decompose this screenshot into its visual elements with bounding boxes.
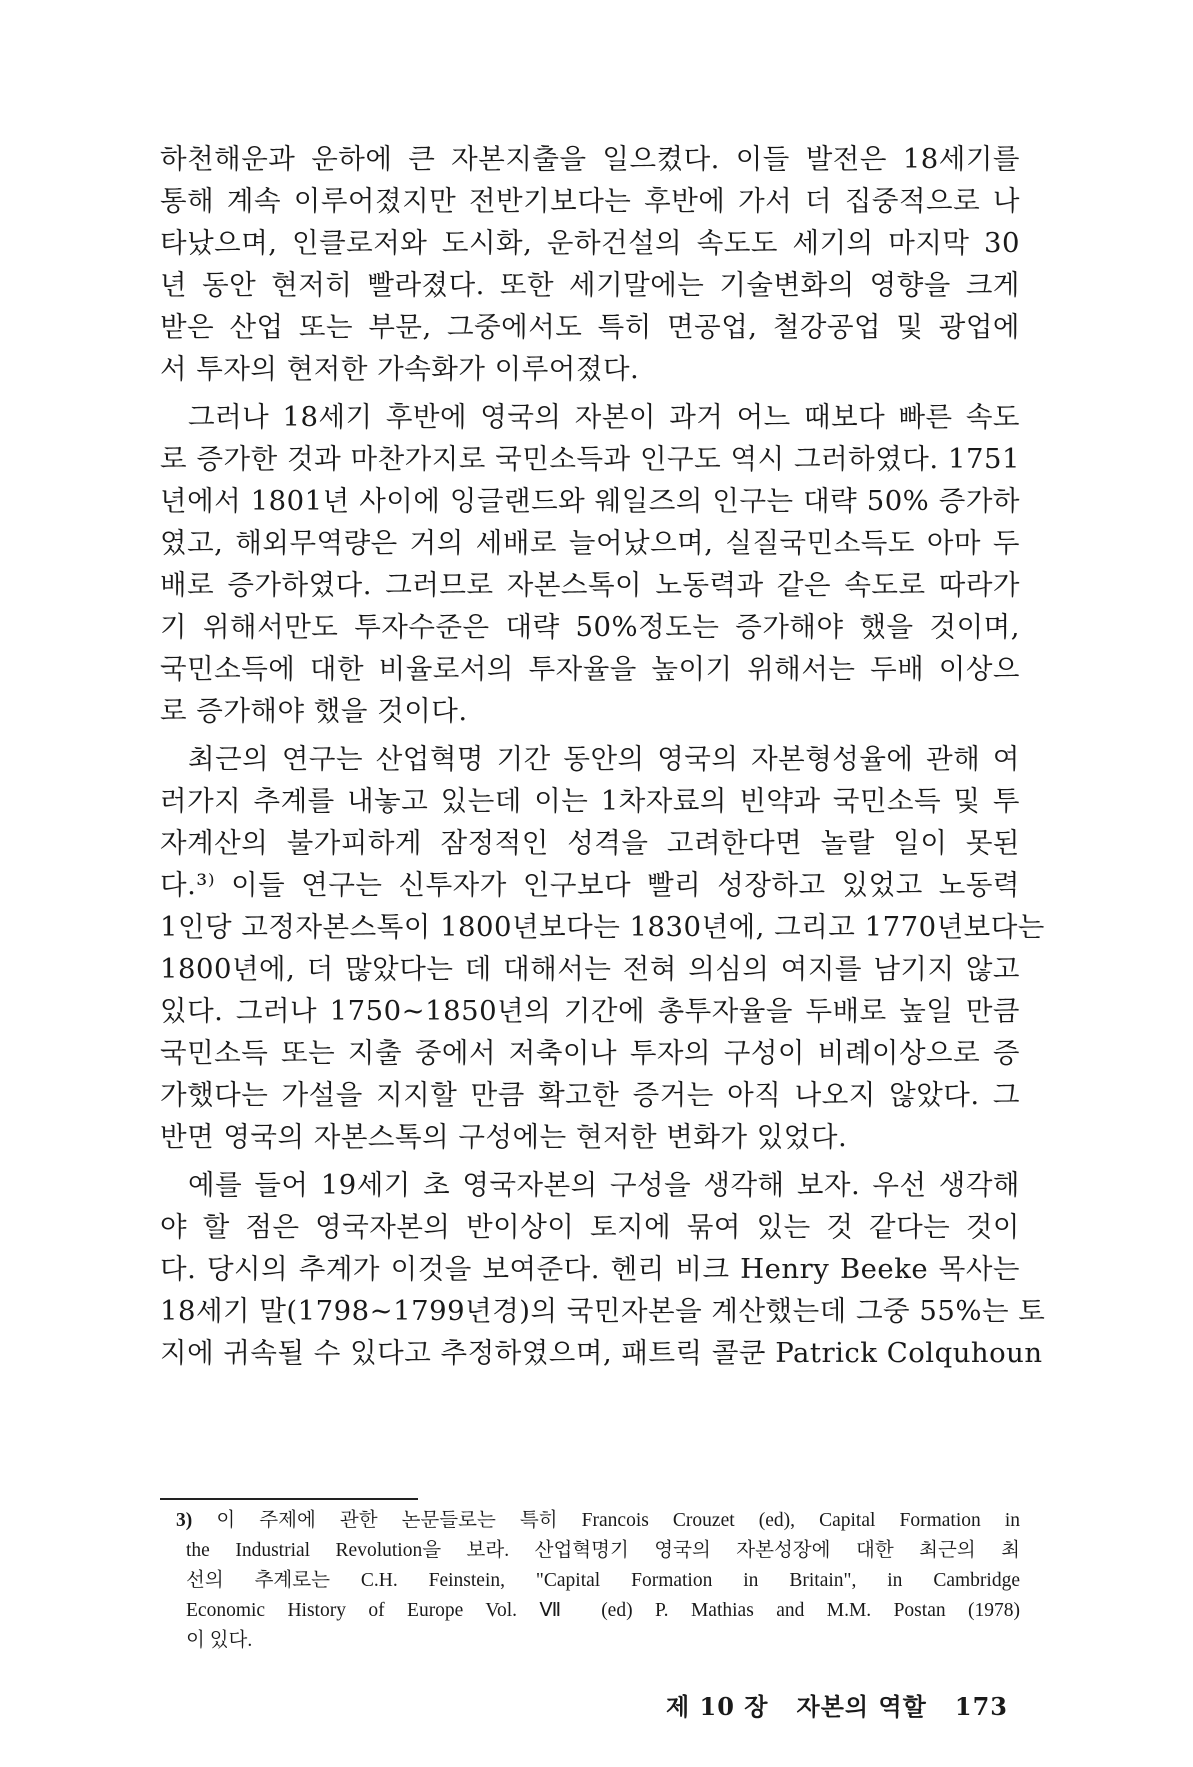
- footnote: [176, 1506, 1021, 1656]
- text-line: 가했다는 가설을 지지할 만큼 확고한 증거는 아직 나오지 않았다. 그: [160, 1079, 1020, 1111]
- text-line: 로 증가한 것과 마찬가지로 국민소득과 인구도 역시 그러하였다. 1751: [160, 443, 1020, 475]
- footnote-divider: [160, 1498, 418, 1500]
- paragraph: [160, 396, 1020, 732]
- footnote-line: 선의 추계로는 C.H. Feinstein, "Capital Formation in Britain", in Cambridge: [186, 1570, 1020, 1591]
- text-line: 다. 당시의 추계가 이것을 보여준다. 헨리 비크 Henry Beeke 목사는: [160, 1253, 1020, 1285]
- text-line: 1인당 고정자본스톡이 1800년보다는 1830년에, 그리고 1770년보다는: [160, 911, 1045, 943]
- text-line: 타났으며, 인클로저와 도시화, 운하건설의 속도도 세기의 마지막 30: [160, 227, 1020, 259]
- text-line: 예를 들어 19세기 초 영국자본의 구성을 생각해 보자. 우선 생각해: [188, 1169, 1020, 1201]
- paragraph: [160, 1164, 1046, 1374]
- text-line: 1800년에, 더 많았다는 데 대해서는 전혀 의심의 여지를 남기지 않고: [160, 953, 1020, 985]
- text-line: 국민소득 또는 지출 중에서 저축이나 투자의 구성이 비례이상으로 증: [160, 1037, 1020, 1069]
- text-line: 로 증가해야 했을 것이다.: [160, 695, 468, 727]
- text-line: 통해 계속 이루어졌지만 전반기보다는 후반에 가서 더 집중적으로 나: [160, 185, 1020, 217]
- text-line: 다.³⁾ 이들 연구는 신투자가 인구보다 빨리 성장하고 있었고 노동력: [160, 869, 1020, 901]
- footnote-line: 이 있다.: [186, 1630, 253, 1651]
- text-line: 서 투자의 현저한 가속화가 이루어졌다.: [160, 353, 640, 385]
- text-line: 배로 증가하였다. 그러므로 자본스톡이 노동력과 같은 속도로 따라가: [160, 569, 1020, 601]
- chapter-title: 자본의 역할: [796, 1692, 927, 1721]
- page-number: 173: [954, 1692, 1008, 1721]
- page-footer: [666, 1687, 1008, 1722]
- text-line: 러가지 추계를 내놓고 있는데 이는 1차자료의 빈약과 국민소득 및 투: [160, 785, 1020, 817]
- text-line: 반면 영국의 자본스톡의 구성에는 현저한 변화가 있었다.: [160, 1121, 848, 1153]
- text-line: 받은 산업 또는 부문, 그중에서도 특히 면공업, 철강공업 및 광업에: [160, 311, 1020, 343]
- chapter-label: 제 10 장: [665, 1692, 769, 1721]
- paragraph: [160, 738, 1045, 1158]
- footnote-line: Economic History of Europe Vol. Ⅶ (ed) P. Mathias and M.M. Postan (1978): [186, 1600, 1020, 1621]
- text-line: 자계산의 불가피하게 잠정적인 성격을 고려한다면 놀랄 일이 못된: [160, 827, 1020, 859]
- text-line: 최근의 연구는 산업혁명 기간 동안의 영국의 자본형성율에 관해 여: [188, 743, 1020, 775]
- text-line: 년 동안 현저히 빨라졌다. 또한 세기말에는 기술변화의 영향을 크게: [160, 269, 1020, 301]
- footnote-text: 이 주제에 관한 논문들로는 특히 Francois Crouzet (ed), Capital Formation in: [216, 1510, 1021, 1531]
- body-text: [160, 138, 1046, 1374]
- text-line: 있다. 그러나 1750~1850년의 기간에 총투자율을 두배로 높일 만큼: [160, 995, 1020, 1027]
- text-line: 국민소득에 대한 비율로서의 투자율을 높이기 위해서는 두배 이상으: [160, 653, 1020, 685]
- text-line: 지에 귀속될 수 있다고 추정하였으며, 패트릭 콜쿤 Patrick Colquhoun: [160, 1337, 1043, 1369]
- paragraph: [160, 138, 1020, 390]
- text-line: 기 위해서만도 투자수준은 대략 50%정도는 증가해야 했을 것이며,: [160, 611, 1020, 643]
- text-line: 였고, 해외무역량은 거의 세배로 늘어났으며, 실질국민소득도 아마 두: [160, 527, 1020, 559]
- footnote-line: the Industrial Revolution을 보라. 산업혁명기 영국의 자본성장에 대한 최근의 최: [186, 1540, 1020, 1561]
- text-line: 그러나 18세기 후반에 영국의 자본이 과거 어느 때보다 빠른 속도: [188, 401, 1020, 433]
- footnote-line: [176, 1506, 1020, 1536]
- text-line: 하천해운과 운하에 큰 자본지출을 일으켰다. 이들 발전은 18세기를: [160, 143, 1020, 175]
- text-line: 년에서 1801년 사이에 잉글랜드와 웨일즈의 인구는 대략 50% 증가하: [160, 485, 1020, 517]
- text-line: 18세기 말(1798~1799년경)의 국민자본을 계산했는데 그중 55%는 토: [160, 1295, 1046, 1327]
- footnote-number: 3): [176, 1510, 193, 1531]
- text-line: 야 할 점은 영국자본의 반이상이 토지에 묶여 있는 것 같다는 것이: [160, 1211, 1020, 1243]
